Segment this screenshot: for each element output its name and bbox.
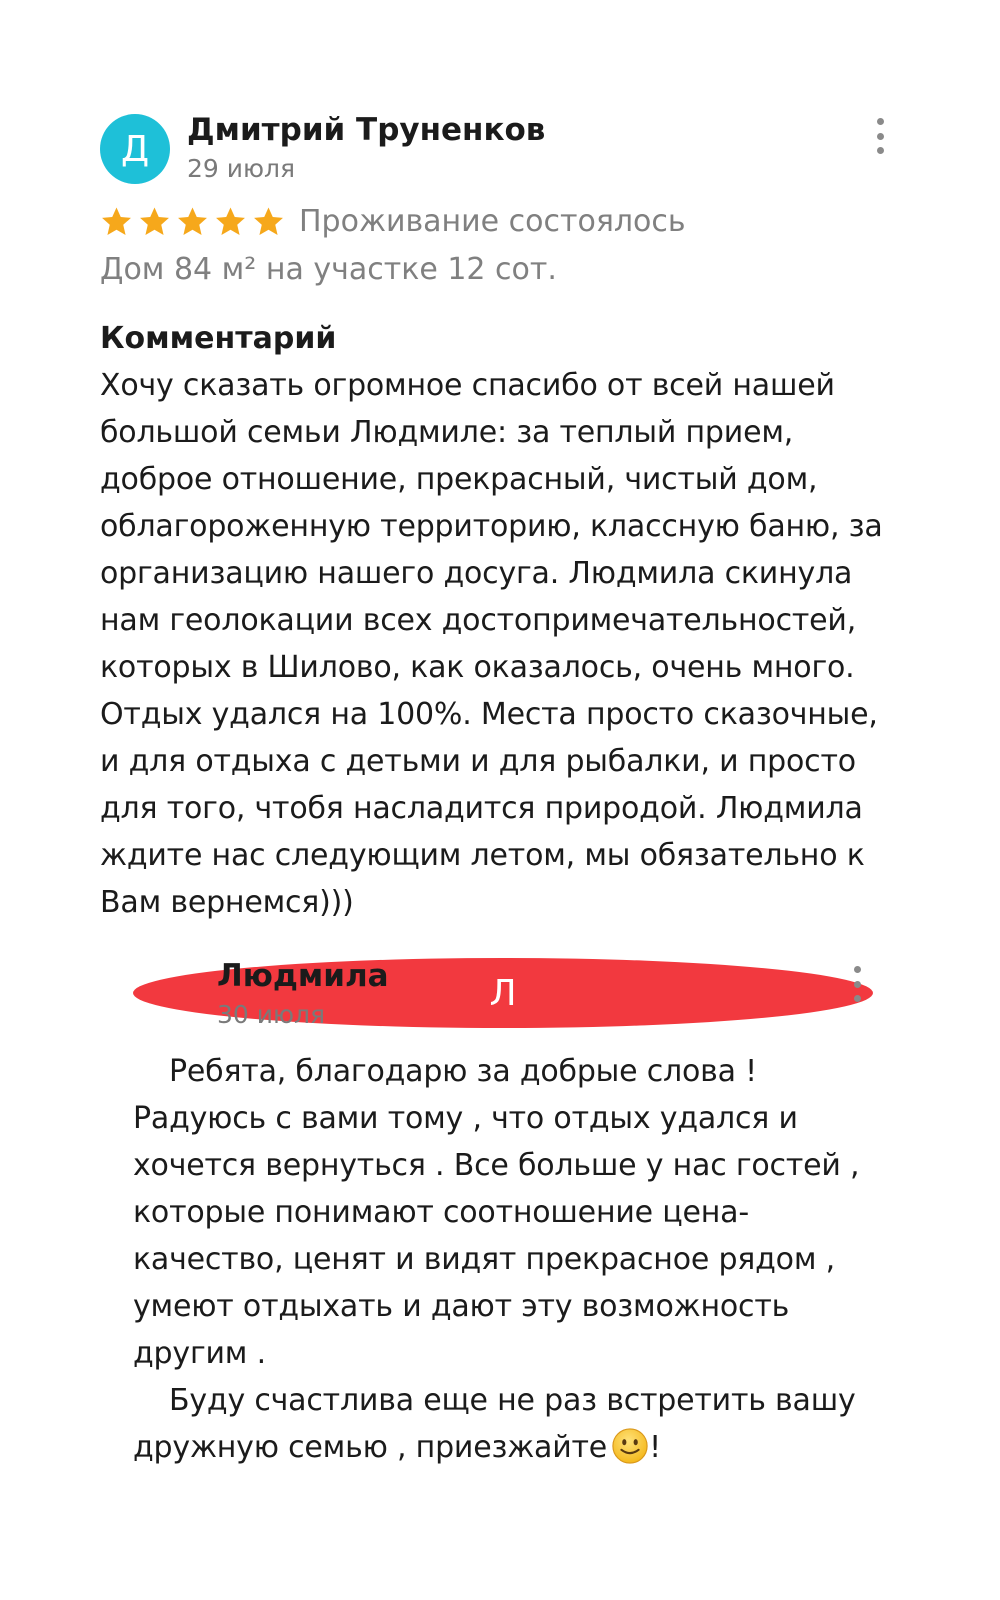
stay-status: Проживание состоялось [299,203,686,239]
more-vertical-icon[interactable] [870,118,890,154]
reply-paragraph: Ребята, благодарю за добрые слова ! Радуюсь с вами тому , что отдых удался и хочется вернуться . Все больше у нас гостей , которые понимают соотношение цена-качество, ценят и видят прекрасное рядом , умеют отдыхать и дают эту возможность другим . [133,1054,860,1371]
author-name[interactable]: Дмитрий Труненков [187,112,546,148]
more-vertical-icon[interactable] [847,966,867,1002]
avatar-initial: Л [489,972,517,1014]
review-author-row [100,112,890,192]
star-icon [252,205,285,238]
star-rating [100,205,285,238]
star-icon [138,205,171,238]
listing-title: Дом 84 м² на участке 12 сот. [100,252,557,287]
avatar[interactable] [100,114,170,184]
reply-date: 30 июля [217,1000,326,1029]
star-icon [176,205,209,238]
rating-row [100,200,890,242]
reply-paragraph [133,1377,873,1471]
host-reply [133,958,873,1471]
reply-author-row [133,958,873,1042]
comment-text: Хочу сказать огромное спасибо от всей нашей большой семьи Людмиле: за теплый прием, доброе отношение, прекрасный, чистый дом, облагороженную территорию, классную баню, за организацию нашего досуга. Людмила скинула нам геолокации всех достопримечательностей, которых в Шилово, как оказалось, очень много. Отдых удался на 100%. Места просто сказочные, и для отдыха с детьми и для рыбалки, и просто для того, чтобя насладится природой. Людмила ждите нас следующим летом, мы обязательно к Вам вернемся))) [100,368,892,920]
slightly-smiling-face-icon [611,1427,649,1465]
review-date: 29 июля [187,154,296,183]
comment-heading: Комментарий [100,321,337,356]
reply-paragraph-end: ! [649,1430,661,1465]
reply-paragraph-text: Буду счастлива еще не раз встретить вашу дружную семью , приезжайте [133,1383,856,1465]
reply-author-name[interactable]: Людмила [217,958,389,994]
review-card [100,112,890,926]
star-icon [100,205,133,238]
avatar-initial: Д [120,128,150,170]
star-icon [214,205,247,238]
reply-text [133,1048,873,1471]
